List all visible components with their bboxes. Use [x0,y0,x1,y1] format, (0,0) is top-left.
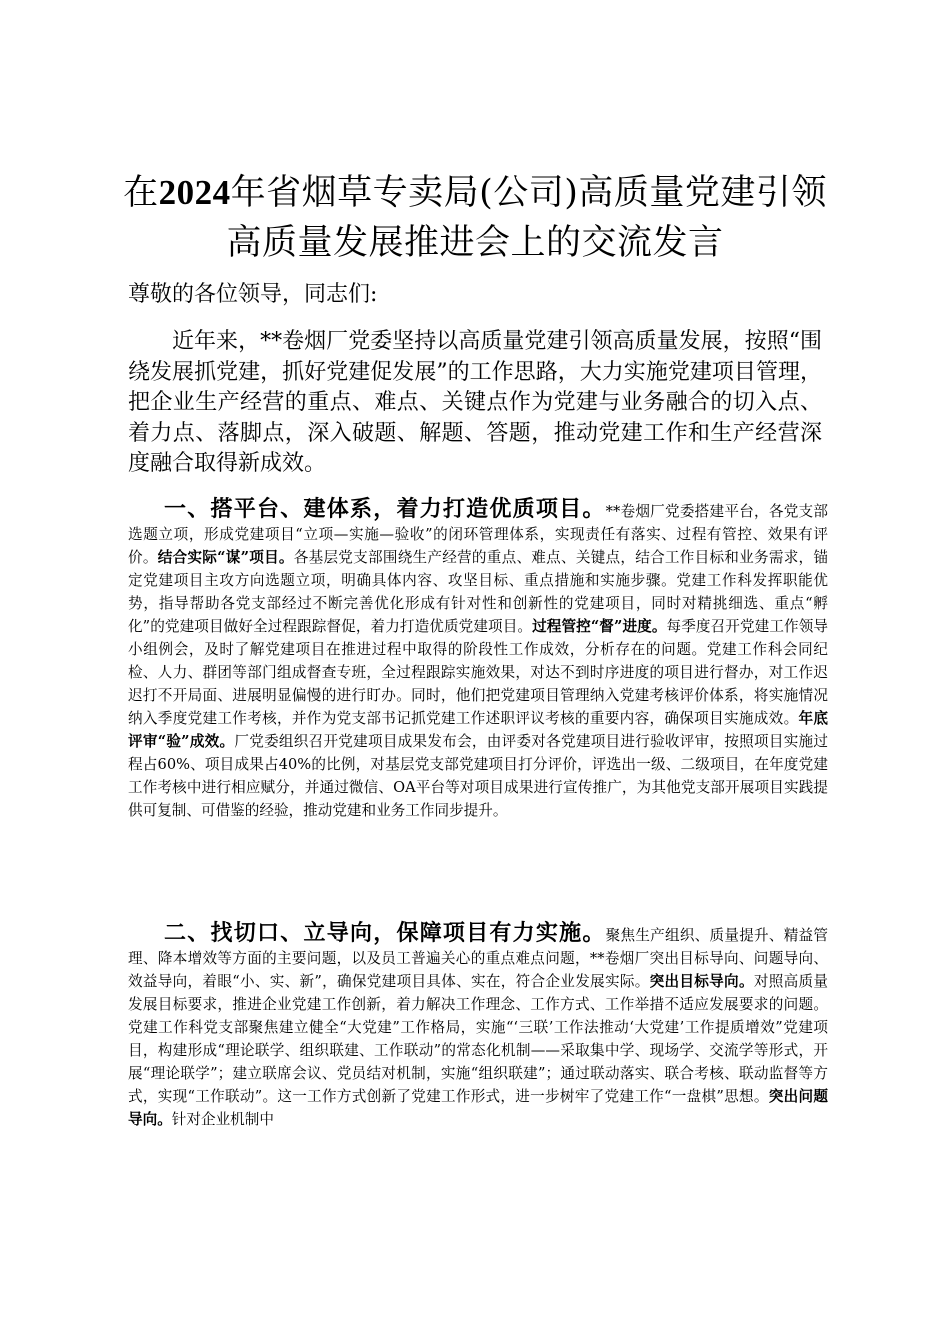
section-2-text-1: 聚焦生产组织、质量提升、精益管理、降本增效等方面的主要问题，以及员工普遍关心的重点难点问题，**卷烟厂突出目标导向、问题导向、效益导向，着眼“小、实、新”，确保党建项目具体、实在，符合企业发展实际。 [128,927,828,990]
section-1-text-1: **卷烟厂党委搭建平台，各党支部选题立项，形成党建项目“立项—实施—验收”的闭环管理体系，实现责任有落实、过程有管控、效果有评价。 [128,503,828,566]
section-1-subhead-2: 过程管控“督”进度。 [532,618,667,635]
title-line1-rest: 年省烟草专卖局(公司)高质量党建引领 [230,173,827,213]
title-line2: 高质量发展推进会上的交流发言 [226,223,724,263]
greeting: 尊敬的各位领导，同志们: [128,282,378,307]
section-2-subhead-1: 突出目标导向。 [649,973,754,990]
section-1-heading: 一、搭平台、建体系，着力打造优质项目。 [164,496,606,522]
section-1-paragraph [128,498,828,822]
intro-paragraph: 近年来，**卷烟厂党委坚持以高质量党建引领高质量发展，按照“围绕发展抓党建，抓好党建促发展”的工作思路，大力实施党建项目管理，把企业生产经营的重点、难点、关键点作为党建与业务融合的切入点、着力点、落脚点，深入破题、解题、答题，推动党建工作和生产经营深度融合取得新成效。 [128,329,822,476]
section-2-subhead-2: 突出问题导向。 [128,1088,828,1128]
section-2-paragraph [128,922,828,1131]
section-2-text-3: 针对企业机制中 [171,1111,274,1128]
document-title [100,168,850,268]
section-1-text-4: 厂党委组织召开党建项目成果发布会，由评委对各党建项目进行验收评审，按照项目实施过程占60%、项目成果占40%的比例，对基层党支部党建项目打分评价，评选出一级、二级项目，在年度党建工作考核中进行相应赋分，并通过微信、OA平台等对项目成果进行宣传推广，为其他党支部开展项目实践提供可复制、可借鉴的经验，推动党建和业务工作同步提升。 [128,733,828,819]
section-1-subhead-1: 结合实际“谋”项目。 [157,549,294,566]
section-1-subhead-3: 年底评审“验”成效。 [128,710,828,750]
section-1-text-2: 各基层党支部围绕生产经营的重点、难点、关键点，结合工作目标和业务需求，锚定党建项目主攻方向选题立项，明确具体内容、攻坚目标、重点措施和实施步骤。党建工作科发挥职能优势，指导帮助各党支部经过不断完善优化形成有针对性和创新性的党建项目，同时对精挑细选、重点“孵化”的党建项目做好全过程跟踪督促，着力打造优质党建项目。 [128,549,828,635]
section-1-text-3: 每季度召开党建工作领导小组例会，及时了解党建项目在推进过程中取得的阶段性工作成效，分析存在的问题。党建工作科会同纪检、人力、群团等部门组成督查专班，全过程跟踪实施效果，对达不到时序进度的项目进行督办，对工作迟迟打不开局面、进展明显偏慢的进行盯办。同时，他们把党建项目管理纳入党建考核评价体系，将实施情况纳入季度党建工作考核，并作为党支部书记抓党建工作述职评议考核的重要内容，确保项目实施成效。 [128,618,828,727]
section-2-text-2: 对照高质量发展目标要求，推进企业党建工作创新，着力解决工作理念、工作方式、工作举措不适应发展要求的问题。党建工作科党支部聚焦建立健全“大党建”工作格局，实施“‘三联’工作法推动‘大党建’工作提质增效”党建项目，构建形成“理论联学、组织联建、工作联动”的常态化机制——采取集中学、现场学、交流学等形式，开展“理论联学”；建立联席会议、党员结对机制，实施“组织联建”；通过联动落实、联合考核、联动监督等方式，实现“工作联动”。这一工作方式创新了党建工作形式，进一步树牢了党建工作“一盘棋”思想。 [128,973,828,1105]
title-prefix: 在 [123,173,159,213]
title-year: 2024 [158,173,231,212]
section-2-heading: 二、找切口、立导向，保障项目有力实施。 [164,920,606,946]
